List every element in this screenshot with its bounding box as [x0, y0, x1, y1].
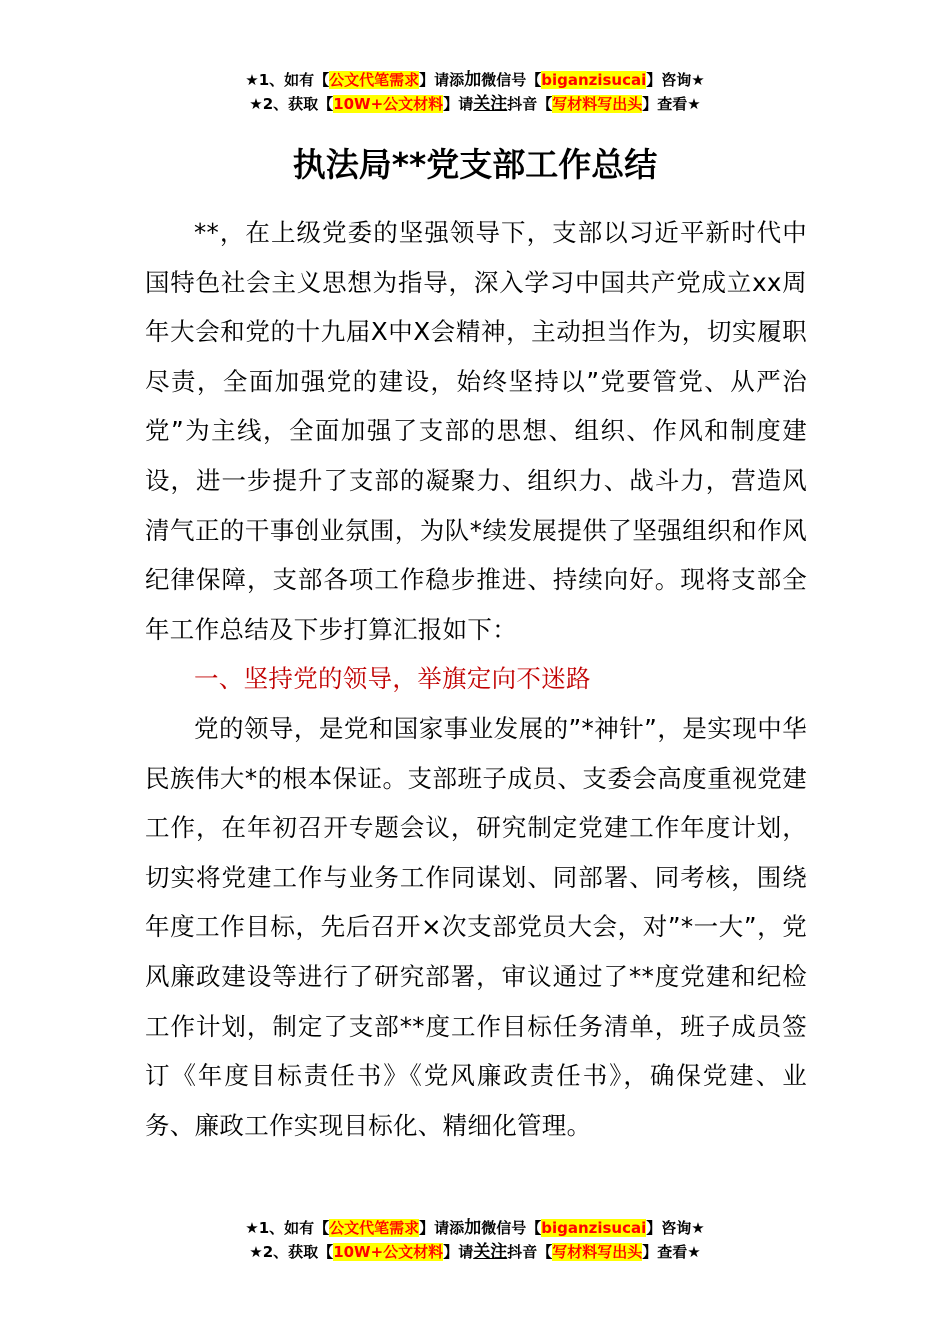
- banner-highlight: 公文代笔需求: [329, 71, 420, 89]
- banner-line-2: [0, 92, 950, 116]
- banner-text: 】咨询★: [646, 1219, 705, 1237]
- banner-line-1: [0, 1216, 950, 1240]
- banner-text: ★2、获取【: [249, 95, 334, 113]
- banner-text: 】查看★: [642, 1243, 701, 1261]
- banner-text: 关注: [473, 1242, 508, 1262]
- banner-text: 】请添: [419, 71, 465, 89]
- banner-text: 抖音【: [507, 95, 553, 113]
- banner-text: ★2、获取【: [249, 1243, 334, 1261]
- banner-text: 微信号【: [481, 1219, 542, 1237]
- banner-highlight: 写材料写出头: [552, 95, 643, 113]
- top-banner: [0, 68, 950, 116]
- banner-text: ★1、如有【: [245, 1219, 330, 1237]
- bottom-banner: [0, 1216, 950, 1264]
- paragraph-intro: **，在上级党委的坚强领导下，支部以习近平新时代中国特色社会主义思想为指导，深入学习中国共产党成立xx周年大会和党的十九届X中X会精神，主动担当作为，切实履职尽责，全面加强党的建设，始终坚持以”党要管党、从严治党”为主线，全面加强了支部的思想、组织、作风和制度建设，进一步提升了支部的凝聚力、组织力、战斗力，营造风清气正的干事创业氛围，为队*续发展提供了坚强组织和作风纪律保障，支部各项工作稳步推进、持续向好。现将支部全年工作总结及下步打算汇报如下：: [145, 218, 807, 644]
- document-title: 执法局**党支部工作总结: [292, 145, 658, 184]
- document-body: [145, 208, 807, 1150]
- banner-line-2: [0, 1240, 950, 1264]
- banner-text: 】请: [443, 95, 474, 113]
- banner-text: 抖音【: [507, 1243, 553, 1261]
- banner-text: 】请: [443, 1243, 474, 1261]
- banner-highlight: biganzisucai: [541, 1219, 647, 1237]
- banner-text: 加: [464, 70, 482, 90]
- banner-text: 】请添: [419, 1219, 465, 1237]
- banner-highlight: 10W+公文材料: [333, 1243, 444, 1261]
- banner-text: ★1、如有【: [245, 71, 330, 89]
- banner-text: 】咨询★: [646, 71, 705, 89]
- banner-text: 加: [464, 1218, 482, 1238]
- banner-text: 微信号【: [481, 71, 542, 89]
- banner-line-1: [0, 68, 950, 92]
- banner-text: 关注: [473, 94, 508, 114]
- banner-highlight: 10W+公文材料: [333, 95, 444, 113]
- banner-highlight: 公文代笔需求: [329, 1219, 420, 1237]
- banner-highlight: biganzisucai: [541, 71, 647, 89]
- paragraph-section-1: 党的领导，是党和国家事业发展的”*神针”，是实现中华民族伟大*的根本保证。支部班子成员、支委会高度重视党建工作，在年初召开专题会议，研究制定党建工作年度计划，切实将党建工作与业务工作同谋划、同部署、同考核，围绕年度工作目标，先后召开×次支部党员大会，对”*一大”，党风廉政建设等进行了研究部署，审议通过了**度党建和纪检工作计划，制定了支部**度工作目标任务清单，班子成员签订《年度目标责任书》《党风廉政责任书》，确保党建、业务、廉政工作实现目标化、精细化管理。: [145, 713, 807, 1140]
- banner-highlight: 写材料写出头: [552, 1243, 643, 1261]
- banner-text: 】查看★: [642, 95, 701, 113]
- section-heading-1: 一、坚持党的领导，举旗定向不迷路: [194, 664, 591, 694]
